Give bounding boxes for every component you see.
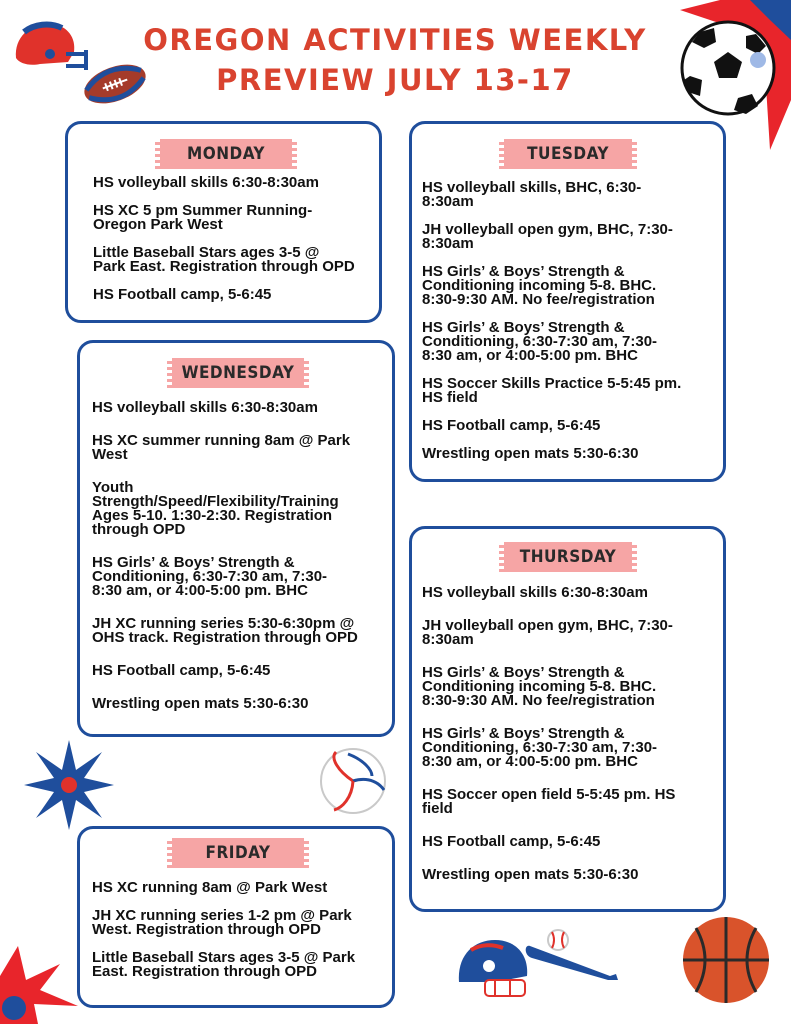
starburst-icon <box>24 740 114 830</box>
page-title-line-1: OREGON ACTIVITIES WEEKLY <box>143 23 647 57</box>
activity-item: HS Girls’ & Boys’ Strength & Conditioning, 6:30-7:30 am, 7:30- 8:30 am, or 4:00-5:00 pm. BHC <box>422 319 658 364</box>
activity-item: JH XC running series 1-2 pm @ Park West. Registration through OPD <box>92 907 352 938</box>
activity-item: HS volleyball skills 6:30-8:30am <box>92 399 318 416</box>
activity-item: Wrestling open mats 5:30-6:30 <box>422 866 639 883</box>
activity-list <box>93 176 377 302</box>
activity-list <box>422 586 722 882</box>
activity-item: Wrestling open mats 5:30-6:30 <box>92 695 309 712</box>
day-label: THURSDAY <box>499 542 637 572</box>
basketball-icon <box>680 914 772 1006</box>
soccer-ball-icon <box>678 18 778 118</box>
activity-item: HS Girls’ & Boys’ Strength & Conditioning, 6:30-7:30 am, 7:30- 8:30 am, or 4:00-5:00 pm. BHC <box>92 554 328 599</box>
activity-item: HS volleyball skills 6:30-8:30am <box>422 584 648 601</box>
activity-item: HS Football camp, 5-6:45 <box>92 662 271 679</box>
activity-item: JH volleyball open gym, BHC, 7:30- 8:30am <box>422 221 673 252</box>
activity-item: HS volleyball skills, BHC, 6:30- 8:30am <box>422 179 642 210</box>
friday-card <box>77 826 395 1008</box>
tuesday-card <box>409 121 726 482</box>
activity-item: Little Baseball Stars ages 3-5 @ Park East. Registration through OPD <box>92 949 356 980</box>
activity-item: HS volleyball skills 6:30-8:30am <box>93 174 319 191</box>
activity-item: HS Football camp, 5-6:45 <box>422 833 601 850</box>
thursday-card <box>409 526 726 912</box>
activity-item: HS Girls’ & Boys’ Strength & Conditioning, 6:30-7:30 am, 7:30- 8:30 am, or 4:00-5:00 pm. BHC <box>422 725 658 770</box>
day-label: MONDAY <box>155 139 297 169</box>
activity-item: HS XC 5 pm Summer Running- Oregon Park West <box>93 202 313 233</box>
activity-item: HS Soccer Skills Practice 5-5:45 pm. HS field <box>422 375 682 406</box>
activity-item: Youth Strength/Speed/Flexibility/Training Ages 5-10. 1:30-2:30. Registration through OPD <box>92 479 339 538</box>
baseball-helmet-icon <box>455 936 535 1002</box>
volleyball-icon <box>318 746 388 816</box>
wednesday-card <box>77 340 395 737</box>
monday-card <box>65 121 382 323</box>
activity-item: Wrestling open mats 5:30-6:30 <box>422 445 639 462</box>
activity-item: HS Football camp, 5-6:45 <box>93 286 272 303</box>
activity-item: HS XC summer running 8am @ Park West <box>92 432 351 463</box>
activity-list <box>92 401 392 711</box>
starburst-icon <box>0 946 78 1024</box>
activity-item: HS Soccer open field 5-5:45 pm. HS field <box>422 786 676 817</box>
activity-list <box>92 881 392 979</box>
page-title-line-2: PREVIEW JULY 13-17 <box>216 63 574 97</box>
football-icon <box>80 58 150 110</box>
activity-item: Little Baseball Stars ages 3-5 @ Park East. Registration through OPD <box>93 244 355 275</box>
activity-item: JH XC running series 5:30-6:30pm @ OHS track. Registration through OPD <box>92 615 358 646</box>
baseball-bat-icon <box>524 928 624 984</box>
activity-item: JH volleyball open gym, BHC, 7:30- 8:30am <box>422 617 673 648</box>
day-label: TUESDAY <box>499 139 637 169</box>
day-label: WEDNESDAY <box>167 358 309 388</box>
day-label: FRIDAY <box>167 838 309 868</box>
activity-item: HS Football camp, 5-6:45 <box>422 417 601 434</box>
activity-list <box>422 181 722 461</box>
activity-item: HS Girls’ & Boys’ Strength & Conditioning incoming 5-8. BHC. 8:30-9:30 AM. No fee/registration <box>422 664 657 709</box>
activity-item: HS Girls’ & Boys’ Strength & Conditioning incoming 5-8. BHC. 8:30-9:30 AM. No fee/registration <box>422 263 657 308</box>
activity-item: HS XC running 8am @ Park West <box>92 879 328 896</box>
